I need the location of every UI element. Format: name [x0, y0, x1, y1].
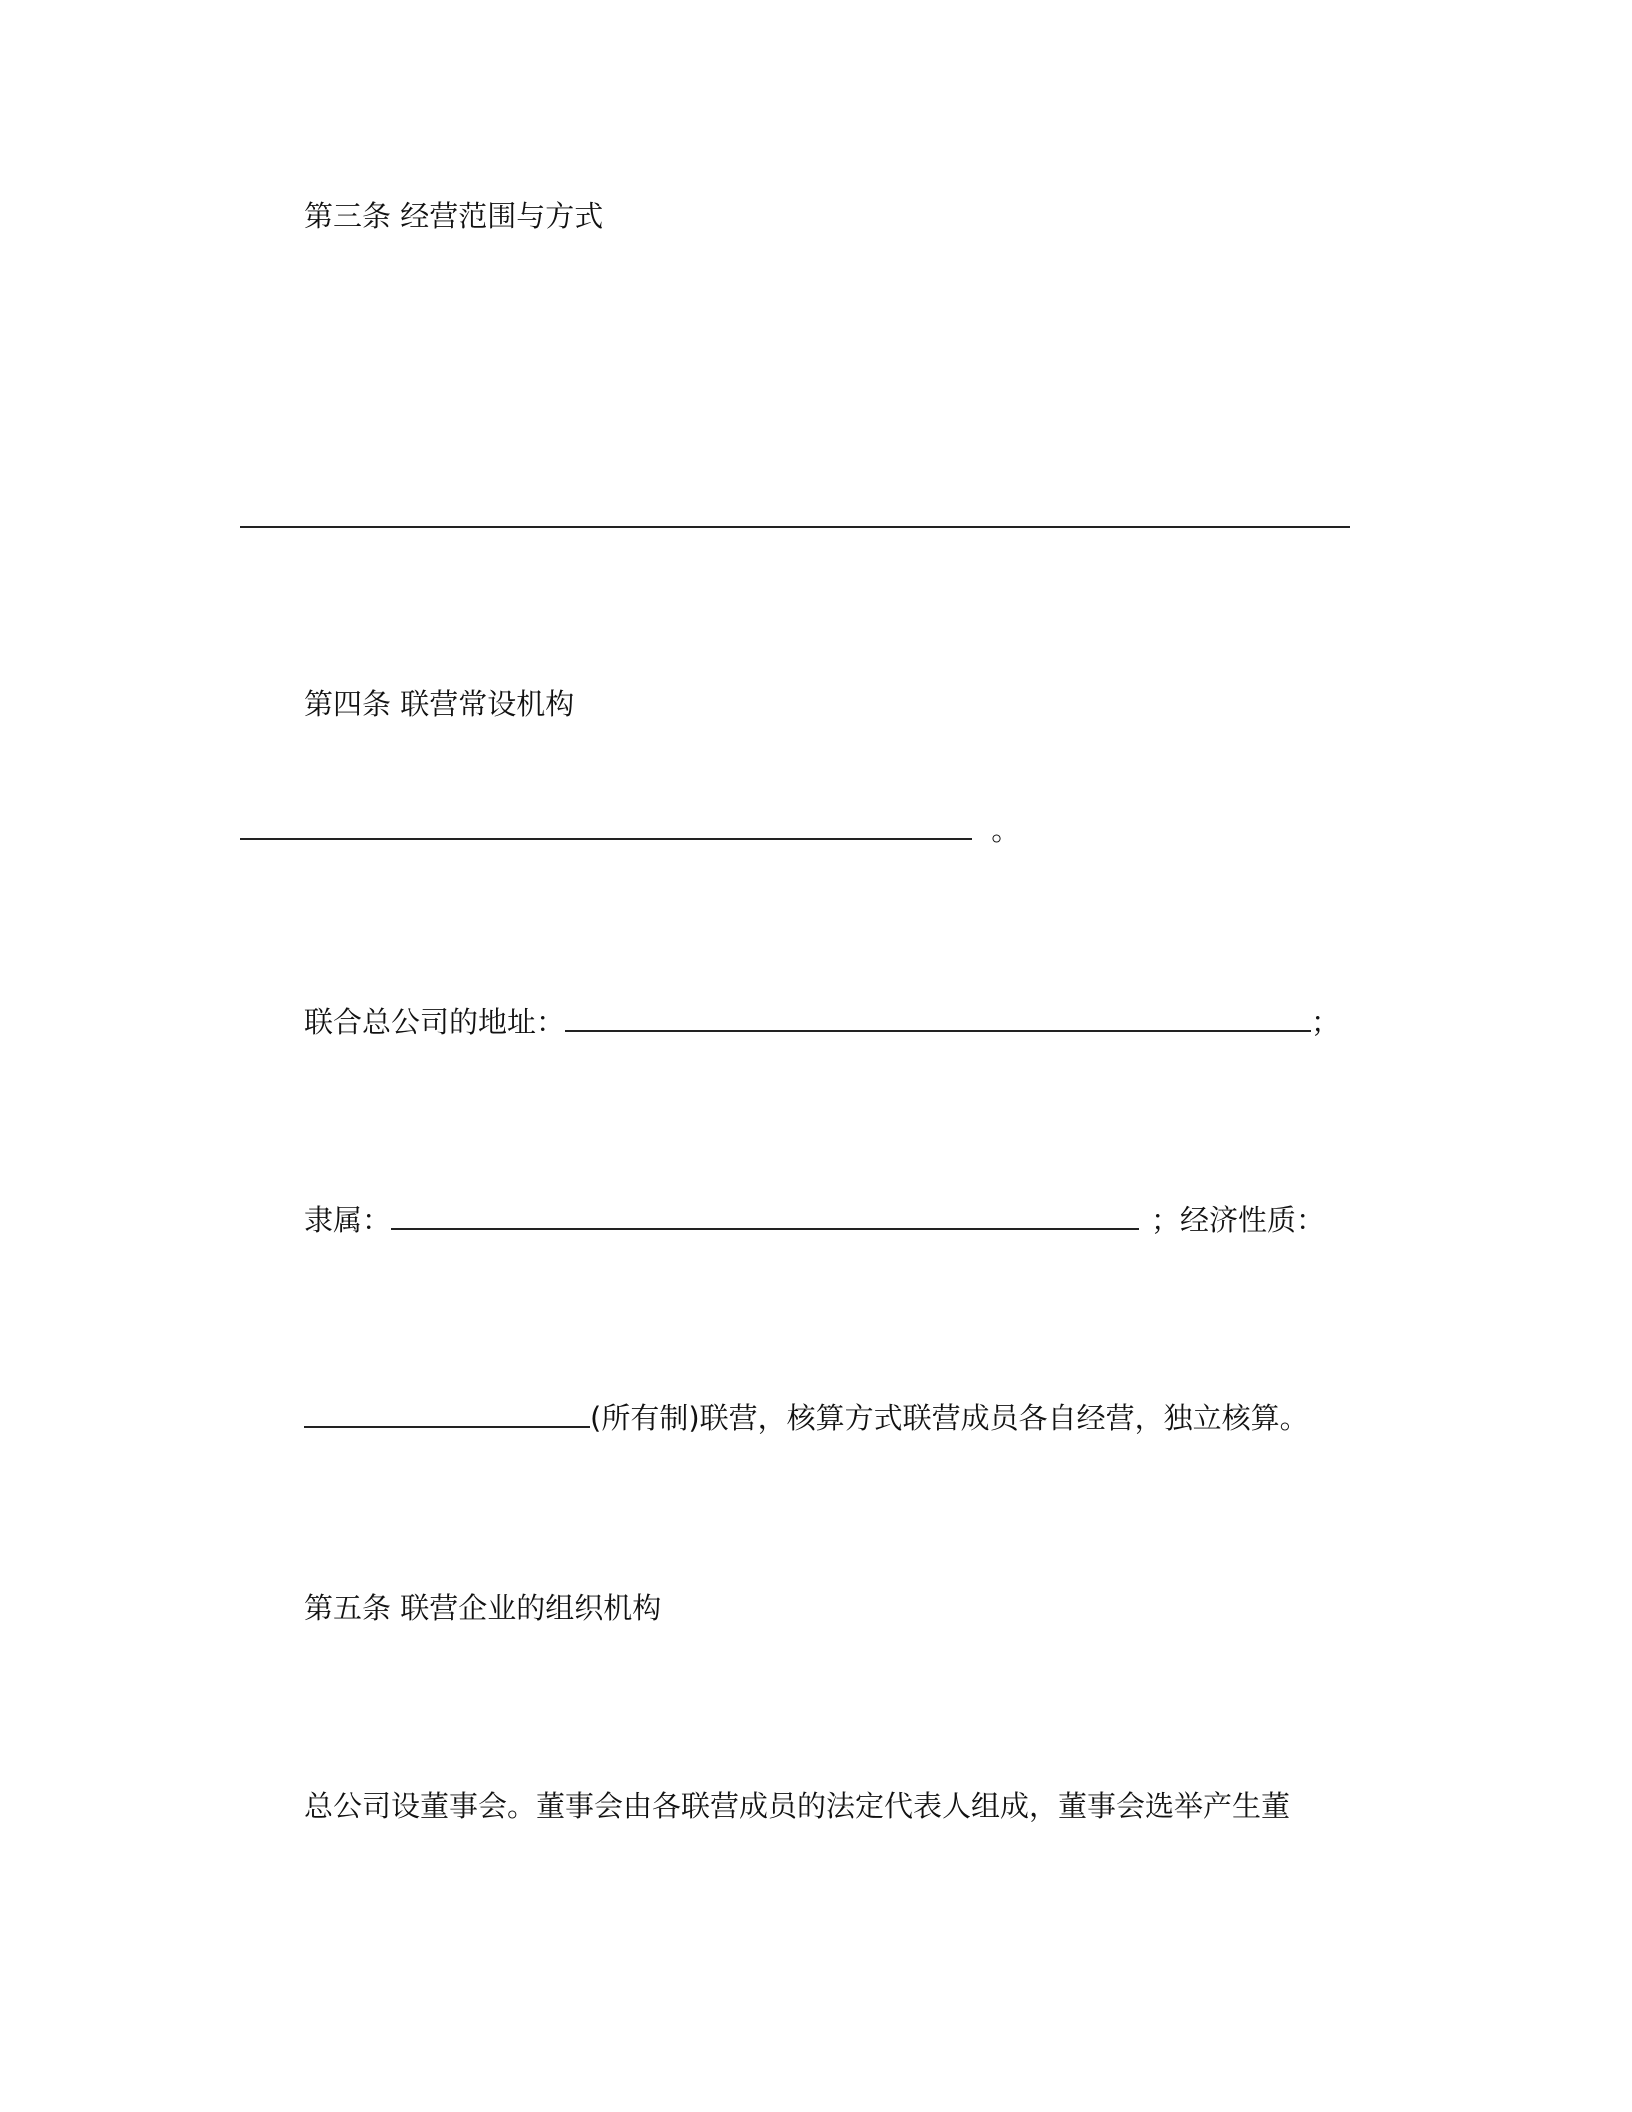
scope-blank	[240, 496, 1350, 528]
article-5-heading: 第五条 联营企业的组织机构	[304, 1591, 662, 1625]
affiliation-line	[304, 1198, 1325, 1240]
institution-end-mark: 。	[991, 813, 1021, 847]
board-paragraph: 总公司设董事会。董事会由各联营成员的法定代表人组成，董事会选举产生董	[304, 1789, 1291, 1823]
address-end-mark: ；	[1311, 1005, 1341, 1039]
address-blank	[565, 1000, 1311, 1032]
ownership-line	[304, 1396, 1309, 1438]
institution-blank	[240, 808, 972, 840]
ownership-blank	[304, 1396, 590, 1428]
economic-nature-label: ；经济性质：	[1151, 1203, 1326, 1237]
scope-fill-line	[240, 496, 1350, 538]
affiliation-blank	[391, 1198, 1139, 1230]
institution-fill-line	[240, 808, 1020, 850]
address-label: 联合总公司的地址：	[304, 1005, 566, 1039]
article-3-heading: 第三条 经营范围与方式	[304, 199, 604, 233]
affiliation-label: 隶属：	[304, 1203, 392, 1237]
ownership-text: (所有制)联营，核算方式联营成员各自经营，独立核算。	[590, 1401, 1309, 1435]
article-4-heading: 第四条 联营常设机构	[304, 687, 575, 721]
address-line	[304, 1000, 1340, 1042]
